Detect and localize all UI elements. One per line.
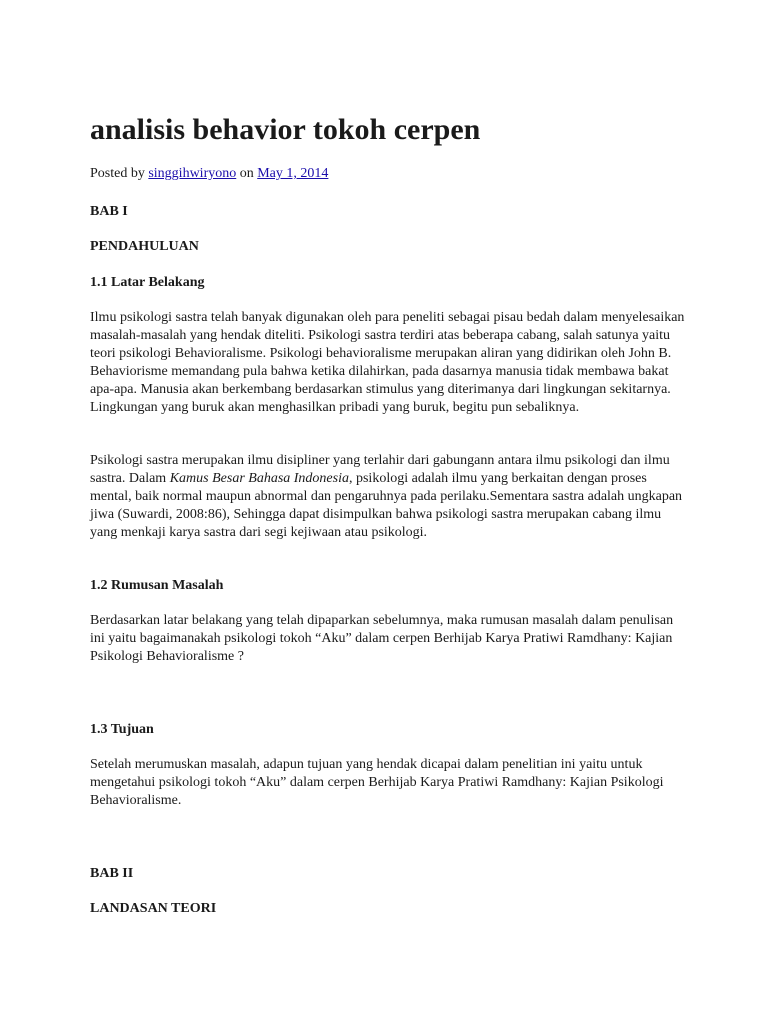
chapter-heading-bab-2: BAB II bbox=[90, 866, 134, 881]
section-heading-latar-belakang: 1.1 Latar Belakang bbox=[90, 275, 205, 290]
paragraph-latar-belakang-1: Ilmu psikologi sastra telah banyak digunakan oleh para peneliti sebagai pisau bedah dalam menyelesaikan masalah-masalah yang hendak diteliti. Psikologi sastra terdiri atas beberapa cabang, salah satunya yaitu teori psikologi Behavioralisme. Psikologi behavioralisme merupakan aliran yang didirikan oleh John B. Behaviorisme memandang pula bahwa ketika dilahirkan, pada dasarnya manusia tidak membawa bakat apa-apa. Manusia akan berkembang berdasarkan stimulus yang diterimanya dari lingkungan sekitarnya. Lingkungan yang buruk akan menghasilkan pribadi yang buruk, begitu pun sebaliknya. bbox=[90, 310, 685, 415]
section-heading-rumusan-masalah: 1.2 Rumusan Masalah bbox=[90, 578, 224, 593]
chapter-title-landasan-teori: LANDASAN TEORI bbox=[90, 901, 217, 916]
chapter-heading-bab-1: BAB I bbox=[90, 204, 128, 219]
date-link[interactable]: May 1, 2014 bbox=[257, 166, 329, 181]
paragraph-latar-belakang-2 bbox=[90, 452, 690, 542]
article-title: analisis behavior tokoh cerpen bbox=[90, 113, 481, 146]
paragraph-text: , psikologi adalah ilmu yang berkaitan dengan proses mental, baik normal maupun abnormal dan pengaruhnya pada perilaku.Sementara sastra adalah ungkapan jiwa (Suwardi, 2008:86), Sehingga dapat disimpulkan bahwa psikologi sastra merupakan cabang ilmu yang menkaji karya sastra dari segi kejiwaan atau psikologi. bbox=[90, 471, 683, 540]
paragraph-rumusan-masalah: Berdasarkan latar belakang yang telah dipaparkan sebelumnya, maka rumusan masalah dalam penulisan ini yaitu bagaimanakah psikologi tokoh “Aku” dalam cerpen Berhijab Karya Pratiwi Ramdhany: Kajian Psikologi Behavioralisme ? bbox=[90, 613, 674, 664]
on-label: on bbox=[236, 166, 258, 181]
paragraph-text: Psikologi sastra merupakan ilmu disipliner yang terlahir dari gabungann antara ilmu psikologi dan ilmu sastra. Dalam bbox=[90, 453, 670, 486]
author-link[interactable]: singgihwiryono bbox=[148, 166, 237, 181]
paragraph-tujuan: Setelah merumuskan masalah, adapun tujuan yang hendak dicapai dalam penelitian ini yaitu untuk mengetahui psikologi tokoh “Aku” dalam cerpen Berhijab Karya Pratiwi Ramdhany: Kajian Psikologi Behavioralisme. bbox=[90, 757, 664, 808]
section-heading-tujuan: 1.3 Tujuan bbox=[90, 722, 154, 737]
chapter-title-pendahuluan: PENDAHULUAN bbox=[90, 239, 199, 254]
italic-book-title: Kamus Besar Bahasa Indonesia bbox=[169, 471, 349, 486]
posted-by-label: Posted by bbox=[90, 166, 149, 181]
post-meta bbox=[90, 164, 328, 184]
